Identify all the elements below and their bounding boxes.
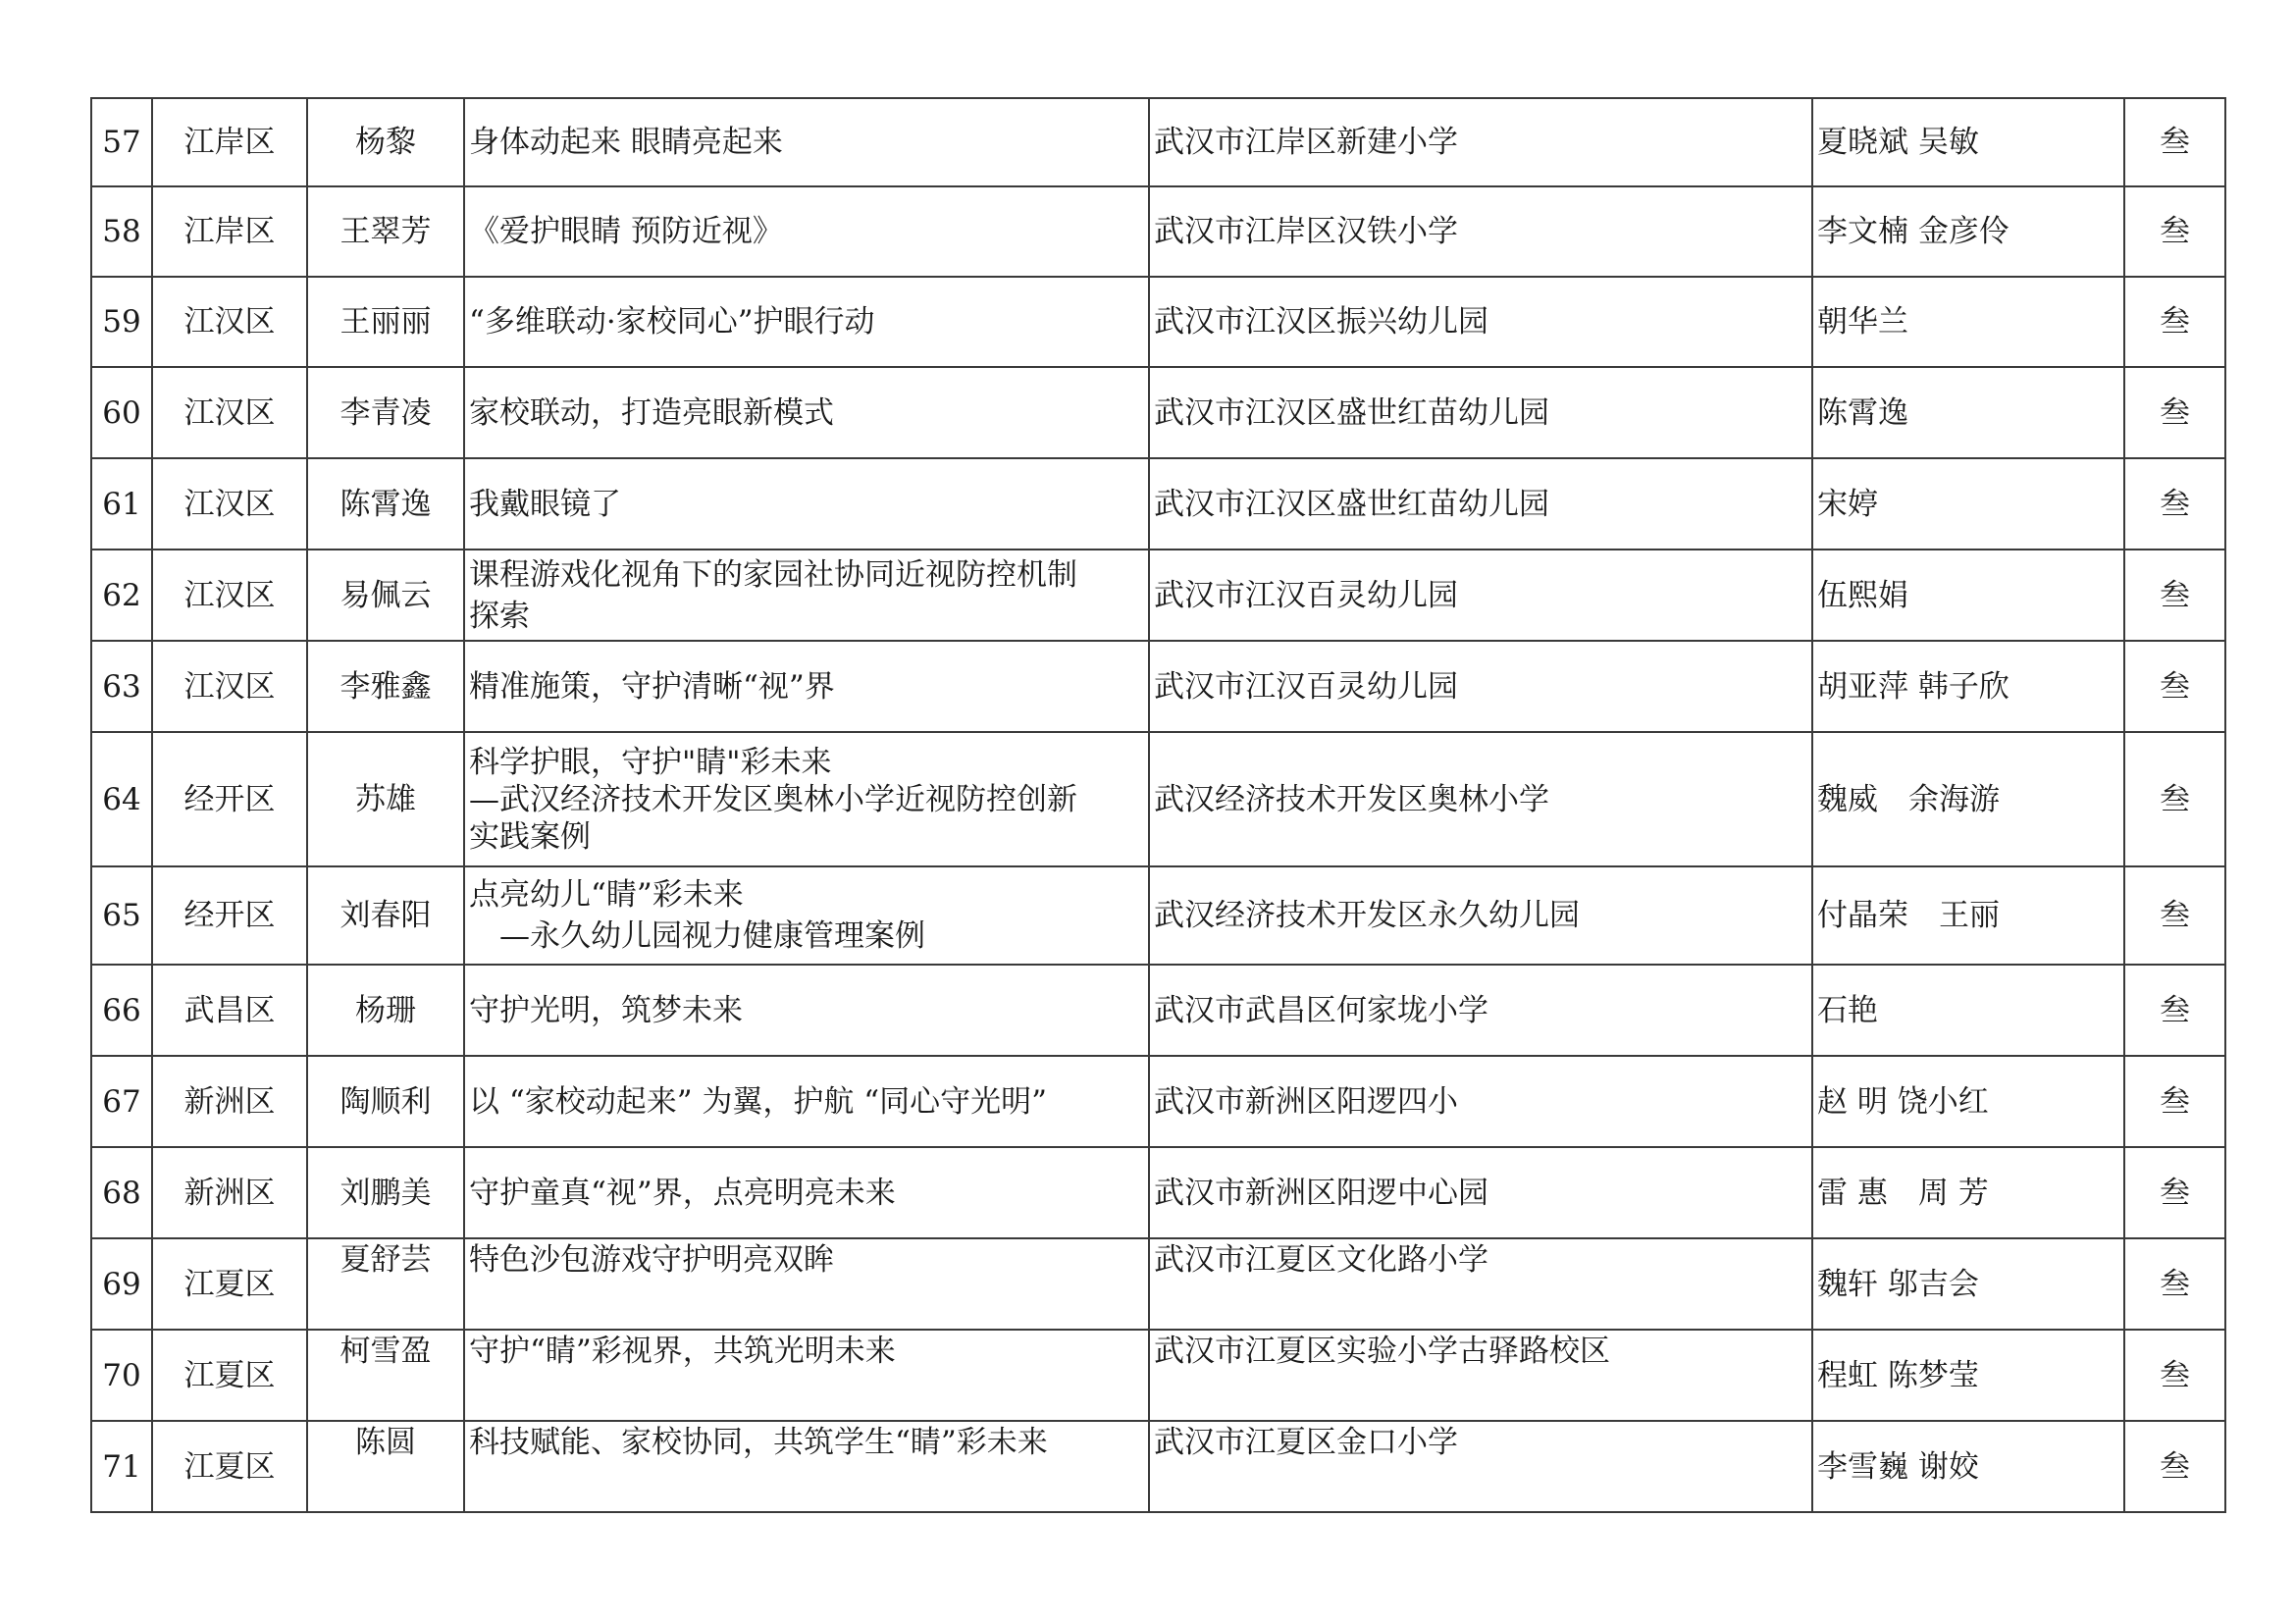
table-row <box>91 641 2225 732</box>
award-grade-cell: 叁 <box>2124 98 2225 186</box>
author-cell: 杨珊 <box>307 965 464 1056</box>
row-number-cell: 58 <box>91 186 152 277</box>
case-title-cell <box>464 1147 1149 1238</box>
tutor-cell: 李雪巍 谢姣 <box>1812 1421 2124 1512</box>
tutor-cell: 魏轩 邬吉会 <box>1812 1238 2124 1330</box>
case-title-line: 守护光明，筑梦未来 <box>469 992 743 1028</box>
case-title-line: 我戴眼镜了 <box>469 486 621 522</box>
case-title-cell <box>464 732 1149 866</box>
tutor-cell: 夏晓斌 吴敏 <box>1812 98 2124 186</box>
case-title-cell <box>464 186 1149 277</box>
table-row <box>91 1238 2225 1330</box>
author-cell: 刘春阳 <box>307 866 464 965</box>
row-number-cell: 66 <box>91 965 152 1056</box>
table-row <box>91 367 2225 458</box>
author-cell: 刘鹏美 <box>307 1147 464 1238</box>
row-number-cell: 61 <box>91 458 152 550</box>
case-title-line: 守护“睛”彩视界，共筑光明未来 <box>469 1334 896 1369</box>
row-number-cell: 62 <box>91 550 152 641</box>
row-number-cell: 67 <box>91 1056 152 1147</box>
table-row <box>91 866 2225 965</box>
district-cell: 江汉区 <box>152 367 307 458</box>
case-title-line: 科学护眼，守护"睛"彩未来 <box>469 744 832 780</box>
organization-cell: 武汉市武昌区何家垅小学 <box>1149 965 1812 1056</box>
table-row <box>91 458 2225 550</box>
district-cell: 江汉区 <box>152 277 307 367</box>
organization-cell: 武汉市江岸区新建小学 <box>1149 98 1812 186</box>
table-row <box>91 1330 2225 1421</box>
tutor-cell: 程虹 陈梦莹 <box>1812 1330 2124 1421</box>
row-number-cell: 65 <box>91 866 152 965</box>
district-cell: 江汉区 <box>152 550 307 641</box>
case-title-line: 精准施策，守护清晰“视”界 <box>469 668 835 705</box>
organization-cell: 武汉市江汉百灵幼儿园 <box>1149 550 1812 641</box>
case-title-cell <box>464 458 1149 550</box>
case-title-cell <box>464 550 1149 641</box>
tutor-cell: 陈霄逸 <box>1812 367 2124 458</box>
case-title-cell <box>464 1238 1149 1330</box>
organization-cell: 武汉市江夏区实验小学古驿路校区 <box>1149 1330 1812 1421</box>
district-cell: 新洲区 <box>152 1147 307 1238</box>
row-number-cell: 68 <box>91 1147 152 1238</box>
table-row <box>91 1147 2225 1238</box>
tutor-cell: 石艳 <box>1812 965 2124 1056</box>
award-grade-cell: 叁 <box>2124 1238 2225 1330</box>
author-cell: 陶顺利 <box>307 1056 464 1147</box>
district-cell: 经开区 <box>152 866 307 965</box>
case-title-cell <box>464 367 1149 458</box>
table-row <box>91 1421 2225 1512</box>
row-number-cell: 57 <box>91 98 152 186</box>
organization-cell: 武汉市江夏区文化路小学 <box>1149 1238 1812 1330</box>
case-title-cell <box>464 641 1149 732</box>
table-body <box>91 98 2225 1512</box>
award-grade-cell: 叁 <box>2124 1421 2225 1512</box>
case-title-line: 课程游戏化视角下的家园社协同近视防控机制 <box>469 556 1077 593</box>
author-cell: 陈霄逸 <box>307 458 464 550</box>
row-number-cell: 69 <box>91 1238 152 1330</box>
case-title-line: 点亮幼儿“睛”彩未来 <box>469 877 744 913</box>
tutor-cell: 魏威 余海游 <box>1812 732 2124 866</box>
case-title-line: 实践案例 <box>469 818 591 855</box>
case-title-cell <box>464 98 1149 186</box>
case-title-line: 特色沙包游戏守护明亮双眸 <box>469 1242 834 1278</box>
author-cell: 柯雪盈 <box>307 1330 464 1421</box>
district-cell: 江夏区 <box>152 1421 307 1512</box>
case-title-line: 身体动起来 眼睛亮起来 <box>469 125 783 160</box>
author-cell: 王翠芳 <box>307 186 464 277</box>
organization-cell: 武汉经济技术开发区奥林小学 <box>1149 732 1812 866</box>
table-row <box>91 186 2225 277</box>
case-title-cell <box>464 1056 1149 1147</box>
district-cell: 江汉区 <box>152 458 307 550</box>
tutor-cell: 宋婷 <box>1812 458 2124 550</box>
table-row <box>91 965 2225 1056</box>
award-grade-cell: 叁 <box>2124 367 2225 458</box>
author-cell: 陈圆 <box>307 1421 464 1512</box>
table-row <box>91 550 2225 641</box>
district-cell: 江岸区 <box>152 98 307 186</box>
row-number-cell: 71 <box>91 1421 152 1512</box>
table-row <box>91 277 2225 367</box>
case-title-line: 科技赋能、家校协同，共筑学生“睛”彩未来 <box>469 1425 1048 1460</box>
tutor-cell: 赵 明 饶小红 <box>1812 1056 2124 1147</box>
row-number-cell: 70 <box>91 1330 152 1421</box>
case-title-line: 守护童真“视”界，点亮明亮未来 <box>469 1175 896 1211</box>
author-cell: 杨黎 <box>307 98 464 186</box>
organization-cell: 武汉市江汉区盛世红苗幼儿园 <box>1149 367 1812 458</box>
author-cell: 王丽丽 <box>307 277 464 367</box>
district-cell: 武昌区 <box>152 965 307 1056</box>
award-grade-cell: 叁 <box>2124 866 2225 965</box>
case-title-line: —永久幼儿园视力健康管理案例 <box>469 918 925 954</box>
award-list-table <box>90 97 2226 1513</box>
row-number-cell: 64 <box>91 732 152 866</box>
tutor-cell: 付晶荣 王丽 <box>1812 866 2124 965</box>
district-cell: 江岸区 <box>152 186 307 277</box>
district-cell: 江夏区 <box>152 1330 307 1421</box>
case-title-line: “多维联动·家校同心”护眼行动 <box>469 304 875 340</box>
organization-cell: 武汉市江汉百灵幼儿园 <box>1149 641 1812 732</box>
district-cell: 江汉区 <box>152 641 307 732</box>
case-title-cell <box>464 1421 1149 1512</box>
organization-cell: 武汉市新洲区阳逻中心园 <box>1149 1147 1812 1238</box>
author-cell: 易佩云 <box>307 550 464 641</box>
author-cell: 李青凌 <box>307 367 464 458</box>
district-cell: 新洲区 <box>152 1056 307 1147</box>
tutor-cell: 朝华兰 <box>1812 277 2124 367</box>
row-number-cell: 59 <box>91 277 152 367</box>
award-grade-cell: 叁 <box>2124 732 2225 866</box>
case-title-cell <box>464 866 1149 965</box>
award-grade-cell: 叁 <box>2124 1056 2225 1147</box>
district-cell: 经开区 <box>152 732 307 866</box>
award-grade-cell: 叁 <box>2124 186 2225 277</box>
row-number-cell: 60 <box>91 367 152 458</box>
table-row <box>91 98 2225 186</box>
award-grade-cell: 叁 <box>2124 458 2225 550</box>
tutor-cell: 胡亚萍 韩子欣 <box>1812 641 2124 732</box>
award-grade-cell: 叁 <box>2124 1330 2225 1421</box>
table-row <box>91 732 2225 866</box>
case-title-line: 《爱护眼睛 预防近视》 <box>469 214 783 249</box>
table-row <box>91 1056 2225 1147</box>
award-grade-cell: 叁 <box>2124 277 2225 367</box>
district-cell: 江夏区 <box>152 1238 307 1330</box>
author-cell: 李雅鑫 <box>307 641 464 732</box>
case-title-line: 家校联动，打造亮眼新模式 <box>469 394 834 431</box>
case-title-line: —武汉经济技术开发区奥林小学近视防控创新 <box>469 781 1077 817</box>
author-cell: 夏舒芸 <box>307 1238 464 1330</box>
award-grade-cell: 叁 <box>2124 550 2225 641</box>
tutor-cell: 雷 惠 周 芳 <box>1812 1147 2124 1238</box>
award-grade-cell: 叁 <box>2124 641 2225 732</box>
organization-cell: 武汉经济技术开发区永久幼儿园 <box>1149 866 1812 965</box>
award-grade-cell: 叁 <box>2124 1147 2225 1238</box>
row-number-cell: 63 <box>91 641 152 732</box>
tutor-cell: 李文楠 金彦伶 <box>1812 186 2124 277</box>
case-title-cell <box>464 277 1149 367</box>
author-cell: 苏雄 <box>307 732 464 866</box>
tutor-cell: 伍熙娟 <box>1812 550 2124 641</box>
case-title-cell <box>464 1330 1149 1421</box>
award-grade-cell: 叁 <box>2124 965 2225 1056</box>
organization-cell: 武汉市江岸区汉铁小学 <box>1149 186 1812 277</box>
case-title-line: 以 “家校动起来” 为翼，护航 “同心守光明” <box>469 1083 1047 1120</box>
organization-cell: 武汉市江汉区振兴幼儿园 <box>1149 277 1812 367</box>
organization-cell: 武汉市江汉区盛世红苗幼儿园 <box>1149 458 1812 550</box>
case-title-line: 探索 <box>469 598 530 634</box>
organization-cell: 武汉市新洲区阳逻四小 <box>1149 1056 1812 1147</box>
case-title-cell <box>464 965 1149 1056</box>
organization-cell: 武汉市江夏区金口小学 <box>1149 1421 1812 1512</box>
